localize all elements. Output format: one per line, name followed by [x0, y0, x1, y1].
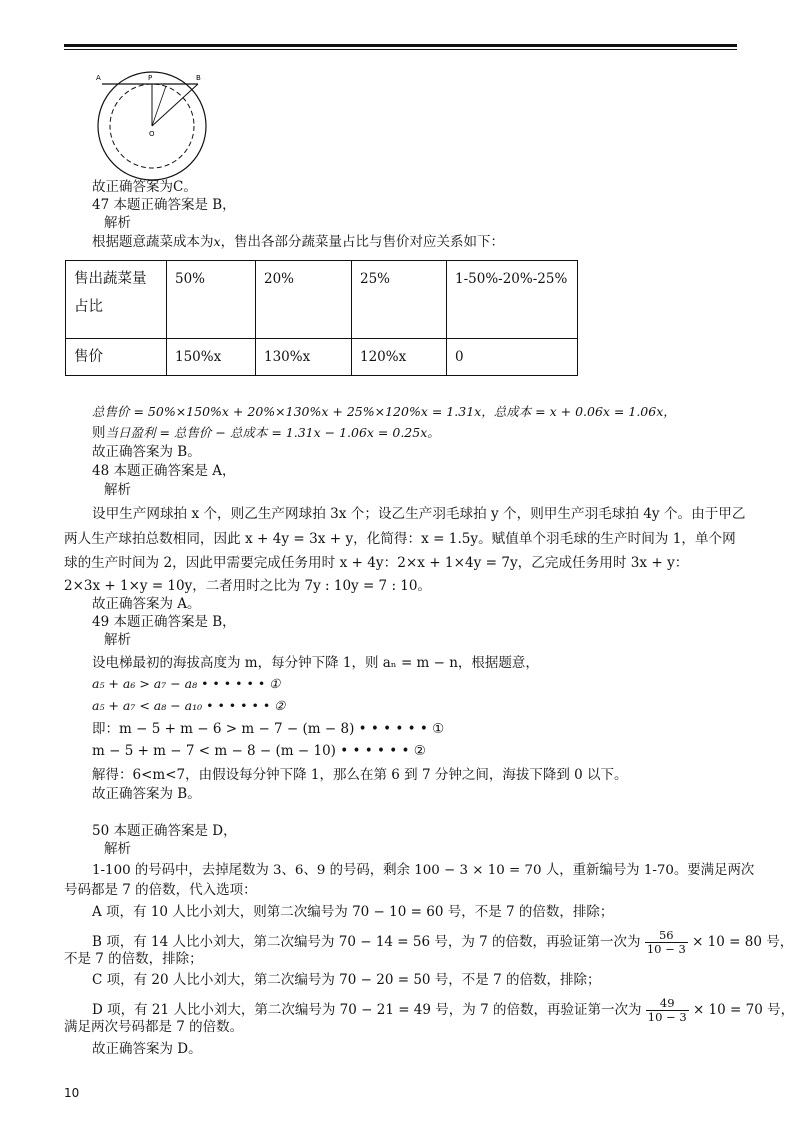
- price-ratio-table: [65, 260, 578, 376]
- inequality-1-expanded: 即：m − 5 + m − 6 > m − 7 − (m − 8) • • • • • • ①: [92, 721, 445, 737]
- answer-line: 故正确答案为 B。: [92, 786, 201, 802]
- point-b-label: B: [196, 74, 201, 82]
- text-line: 两人生产球拍总数相同，因此 x + 4y = 3x + y，化简得：x = 1.5y。赋值单个羽毛球的生产时间为 1，单个网: [64, 531, 736, 547]
- formula-line: 总售价 = 50%×150%x + 20%×130%x + 25%×120%x = 1.31x，总成本 = x + 0.06x = 1.06x，: [92, 404, 676, 419]
- table-cell: 50%: [167, 261, 256, 339]
- answer-line: 故正确答案为C。: [92, 179, 197, 195]
- table-cell: 25%: [352, 261, 447, 339]
- circle-figure: [96, 64, 216, 184]
- option-d-line: D 项，有 21 人比小刘大，第二次编号为 70 − 21 = 49 号，为 7 的倍数，再验证第一次为 $\frac{49}{10 - 3}$ × 10 = 70 号，: [92, 996, 795, 1024]
- q49-heading: 49 本题正确答案是 B，: [92, 614, 236, 630]
- inequality-2-expanded: m − 5 + m − 7 < m − 8 − (m − 10) • • • • • • ②: [92, 743, 426, 759]
- text-line: 解得：6<m<7，由假设每分钟下降 1，那么在第 6 到 7 分钟之间，海拔下降到 0 以下。: [92, 767, 628, 783]
- analysis-label: 解析: [104, 841, 131, 857]
- analysis-label: 解析: [104, 632, 131, 648]
- header-rule-thin: [64, 49, 737, 50]
- point-o-label: O: [149, 130, 155, 138]
- point-a-label: A: [96, 74, 101, 82]
- text-line: 设电梯最初的海拔高度为 m，每分钟下降 1，则 aₙ = m − n，根据题意，: [92, 655, 539, 671]
- text-line: 球的生产时间为 2，因此甲需要完成任务用时 x + 4y：2×x + 1×4y = 7y，乙完成任务用时 3x + y：: [64, 555, 689, 571]
- option-c-line: C 项，有 20 人比小刘大，第二次编号为 70 − 20 = 50 号，不是 7 的倍数，排除；: [92, 972, 601, 988]
- answer-line: 故正确答案为 A。: [92, 596, 201, 612]
- inequality-1: a₅ + a₆ > a₇ − a₈ • • • • • • ①: [92, 676, 281, 691]
- table-cell: 150%x: [167, 339, 256, 376]
- option-a-line: A 项，有 10 人比小刘大，则第二次编号为 70 − 10 = 60 号，不是 7 的倍数，排除；: [92, 904, 614, 920]
- text-line: 根据题意蔬菜成本为x，售出各部分蔬菜量占比与售价对应关系如下：: [92, 234, 505, 250]
- formula-line: 则当日盈利 = 总售价 − 总成本 = 1.31x − 1.06x = 0.25x。: [92, 425, 440, 441]
- table-cell: 1-50%-20%-25%: [447, 261, 578, 339]
- answer-line: 故正确答案为 D。: [92, 1041, 202, 1057]
- text-line: 不是 7 的倍数，排除；: [64, 951, 203, 967]
- answer-line: 故正确答案为 B。: [92, 444, 201, 460]
- table-cell: 20%: [256, 261, 352, 339]
- table-cell: 130%x: [256, 339, 352, 376]
- page-number: 10: [64, 1086, 80, 1100]
- q48-heading: 48 本题正确答案是 A，: [92, 463, 236, 479]
- text-line: 设甲生产网球拍 x 个，则乙生产网球拍 3x 个；设乙生产羽毛球拍 y 个，则甲生产羽毛球拍 4y 个。由于甲乙: [92, 506, 746, 522]
- table-cell: 售出蔬菜量占比: [66, 261, 167, 339]
- table-cell: 售价: [66, 339, 167, 376]
- inequality-2: a₅ + a₇ < a₈ − a₁₀ • • • • • • ②: [92, 698, 286, 713]
- header-rule-thick: [64, 44, 737, 47]
- table-cell: 120%x: [352, 339, 447, 376]
- point-p-label: P: [148, 74, 153, 82]
- fraction: $\frac{49}{10 - 3}$: [647, 996, 687, 1024]
- q50-heading: 50 本题正确答案是 D，: [92, 823, 237, 839]
- text-line: 1-100 的号码中，去掉尾数为 3、6、9 的号码，剩余 100 − 3 × 10 = 70 人，重新编号为 1-70。要满足两次: [92, 863, 755, 878]
- option-b-line: B 项，有 14 人比小刘大，第二次编号为 70 − 14 = 56 号，为 7 的倍数，再验证第一次为 $\frac{56}{10 - 3}$ × 10 = 80 号，: [92, 928, 794, 956]
- analysis-label: 解析: [104, 215, 131, 231]
- table-cell: 0: [447, 339, 578, 376]
- fraction: $\frac{56}{10 - 3}$: [646, 928, 686, 956]
- text-line: 满足两次号码都是 7 的倍数。: [64, 1019, 244, 1035]
- text-line: 号码都是 7 的倍数，代入选项：: [64, 882, 257, 898]
- text-line: 2×3x + 1×y = 10y，二者用时之比为 7y : 10y = 7 : 10。: [64, 578, 431, 594]
- analysis-label: 解析: [104, 482, 131, 498]
- q47-heading: 47 本题正确答案是 B，: [92, 197, 236, 213]
